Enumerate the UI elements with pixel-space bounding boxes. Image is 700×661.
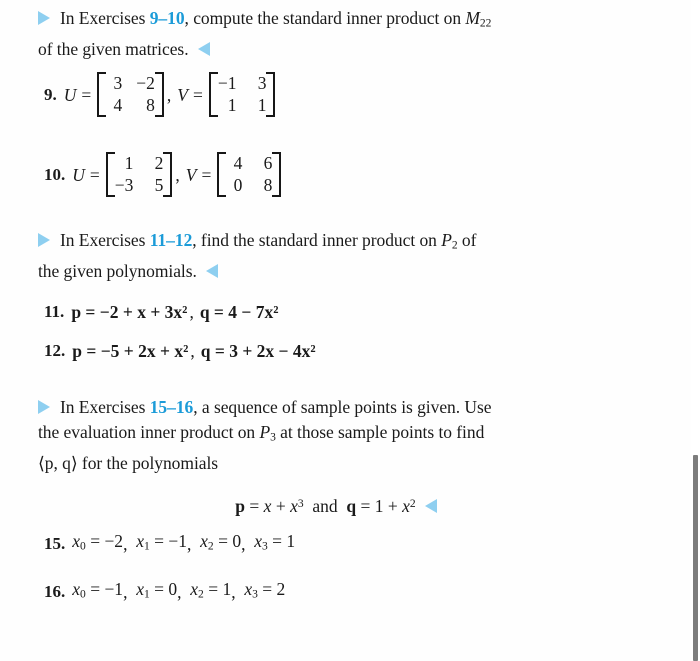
space-symbol-M: M	[465, 8, 480, 28]
exercise-15-point-1: $x_1 = -1$	[136, 531, 187, 553]
point-subscript: 0	[80, 540, 86, 553]
exercise-9-U-label: U	[63, 84, 77, 105]
exercise-15-point-3: $x_3 = 1$	[254, 531, 296, 553]
exercise-10	[0, 152, 282, 197]
exercise-15	[0, 529, 295, 559]
exercise-9-V-equals: =	[192, 84, 203, 105]
point-subscript: 1	[143, 540, 150, 553]
exercise-10-separator: ,	[175, 164, 180, 185]
exercise-16-point-0: $x_0 = -1$	[72, 579, 124, 601]
matrix-cell: 8	[146, 95, 155, 115]
display-eq-q-equals: =	[356, 496, 375, 516]
point-var: x	[72, 579, 81, 599]
point-subscript: 1	[143, 588, 150, 601]
intro-line3: ⟨p, q⟩ for the polynomials	[38, 452, 219, 473]
intro-text-before: In Exercises	[60, 8, 150, 28]
intro-exercises-11-12	[0, 228, 672, 284]
exercise-9-U-matrix	[97, 72, 164, 117]
display-eq-q-label: q	[346, 496, 357, 516]
scrollbar-track[interactable]	[691, 0, 700, 661]
matrix-cell: 1	[124, 153, 134, 173]
matrix-cell: 4	[233, 153, 243, 173]
intro-text-after2: of	[457, 230, 477, 250]
exercise-16	[0, 577, 285, 607]
exercise-15-number: 15.	[44, 533, 66, 553]
exercise-16-point-1: $x_1 = 0$	[136, 579, 178, 601]
display-eq-q-x: x	[402, 496, 410, 516]
point-var: x	[190, 579, 199, 599]
intro-line2: of the given matrices.	[38, 38, 189, 59]
sep: ,	[123, 581, 137, 602]
point-value: 1	[222, 579, 232, 599]
exercise-10-U-label: U	[72, 164, 85, 185]
intro-line2a: the evaluation inner product on	[38, 422, 260, 442]
exercise-10-V-matrix	[217, 152, 281, 197]
exercise-9-number: 9.	[44, 84, 57, 104]
matrix-cell: −2	[136, 73, 155, 93]
triangle-right-icon	[38, 11, 50, 25]
sep: ,	[231, 581, 245, 602]
exercise-15-point-2: $x_2 = 0$	[200, 531, 242, 553]
intro-text-before: In Exercises	[60, 230, 150, 250]
point-value: 0	[168, 579, 178, 599]
matrix-cell: 1	[257, 95, 267, 115]
exercise-12	[0, 339, 316, 363]
triangle-right-icon	[38, 400, 50, 414]
exercise-range-link-11-12[interactable]: 11–12	[149, 230, 193, 250]
matrix-cell: 6	[263, 153, 273, 173]
exercise-12-q-expression: q = 3 + 2x − 4x²	[200, 341, 316, 361]
exercise-16-point-3: $x_3 = 2$	[244, 579, 286, 601]
intro-exercises-9-10	[0, 6, 672, 62]
display-eq-p-x1: x	[263, 496, 272, 516]
point-value: 0	[232, 531, 242, 551]
triangle-left-icon	[425, 499, 437, 513]
intro-line2b: at those sample points to find	[275, 422, 485, 442]
exercise-11-p-expression: p = −2 + x + 3x²	[71, 302, 188, 322]
exercise-15-point-0: $x_0 = -2$	[72, 531, 124, 553]
point-var: x	[136, 579, 144, 599]
space-symbol-P: P	[441, 230, 452, 250]
triangle-left-icon	[198, 42, 210, 56]
matrix-cell: 3	[257, 73, 267, 93]
point-value: 1	[286, 531, 296, 551]
display-eq-q-const: 1 +	[374, 496, 403, 516]
exercise-12-separator: ,	[190, 341, 195, 361]
point-value: 2	[276, 579, 286, 599]
point-var: x	[254, 531, 262, 551]
point-value: −1	[104, 579, 124, 599]
sep: ,	[123, 533, 137, 554]
exercise-9-U-equals: =	[81, 84, 92, 105]
point-subscript: 3	[261, 540, 268, 553]
matrix-cell: 0	[233, 175, 243, 195]
exercise-11-number: 11.	[44, 302, 65, 321]
matrix-cell: 4	[113, 95, 123, 115]
point-subscript: 0	[80, 588, 86, 601]
point-value: −2	[104, 531, 124, 551]
exercise-range-link-9-10[interactable]: 9–10	[149, 8, 185, 28]
exercise-10-V-label: V	[185, 164, 197, 185]
exercise-12-number: 12.	[44, 341, 66, 360]
point-subscript: 3	[252, 588, 258, 601]
exercise-10-V-equals: =	[201, 164, 212, 185]
display-eq-p-exponent: 3	[297, 497, 304, 510]
matrix-cell: 8	[263, 175, 273, 195]
matrix-cell: 2	[154, 153, 164, 173]
exercise-11-q-expression: q = 4 − 7x²	[199, 302, 279, 322]
space-symbol-P3: P	[259, 422, 271, 442]
intro-line2: the given polynomials.	[38, 260, 197, 281]
sep: ,	[241, 533, 255, 554]
point-subscript: 2	[198, 588, 204, 601]
space-symbol-P3-subscript: 3	[270, 431, 276, 444]
point-subscript: 2	[207, 540, 214, 553]
matrix-cell: 5	[154, 175, 164, 195]
matrix-cell: −3	[114, 175, 134, 195]
exercise-16-point-2: $x_2 = 1$	[190, 579, 232, 601]
intro-text-after: , compute the standard inner product on	[184, 8, 466, 28]
triangle-right-icon	[38, 233, 50, 247]
exercise-11	[0, 300, 279, 324]
display-equation	[0, 496, 672, 517]
exercise-range-link-15-16[interactable]: 15–16	[149, 397, 194, 417]
point-var: x	[72, 531, 81, 551]
display-eq-p-x2: x	[290, 496, 298, 516]
display-eq-p-label: p	[235, 496, 246, 516]
exercise-10-number: 10.	[44, 164, 66, 184]
intro-text-before: In Exercises	[60, 397, 150, 417]
exercise-11-separator: ,	[189, 302, 194, 322]
point-value: −1	[168, 531, 187, 551]
space-symbol-P-subscript: 2	[451, 239, 458, 252]
matrix-cell: 1	[227, 95, 237, 115]
scrollbar-thumb[interactable]	[693, 455, 698, 661]
exercise-12-p-expression: p = −5 + 2x + x²	[72, 341, 189, 361]
matrix-cell: −1	[217, 73, 237, 93]
point-var: x	[200, 531, 208, 551]
matrix-cell: 3	[113, 73, 123, 93]
point-var: x	[244, 579, 253, 599]
sep: ,	[177, 581, 191, 602]
exercise-9	[0, 72, 276, 117]
exercise-9-separator: ,	[166, 84, 172, 105]
display-eq-q-exponent: 2	[409, 497, 416, 510]
exercise-10-U-equals: =	[89, 164, 100, 185]
intro-text-after: , find the standard inner product on	[192, 230, 442, 250]
display-eq-p-plus: +	[271, 496, 291, 516]
exercise-16-number: 16.	[44, 581, 66, 601]
exercise-9-V-label: V	[177, 84, 188, 105]
sep: ,	[187, 533, 201, 554]
intro-exercises-15-16	[0, 395, 672, 476]
triangle-left-icon	[206, 264, 218, 278]
display-eq-p-equals: =	[245, 496, 264, 516]
display-eq-and: and	[312, 496, 338, 516]
point-var: x	[136, 531, 144, 551]
exercise-10-U-matrix	[106, 152, 173, 197]
exercise-9-V-matrix	[209, 72, 276, 117]
space-symbol-M-subscript: 22	[479, 17, 492, 30]
intro-text-after: , a sequence of sample points is given. Use	[193, 397, 492, 417]
